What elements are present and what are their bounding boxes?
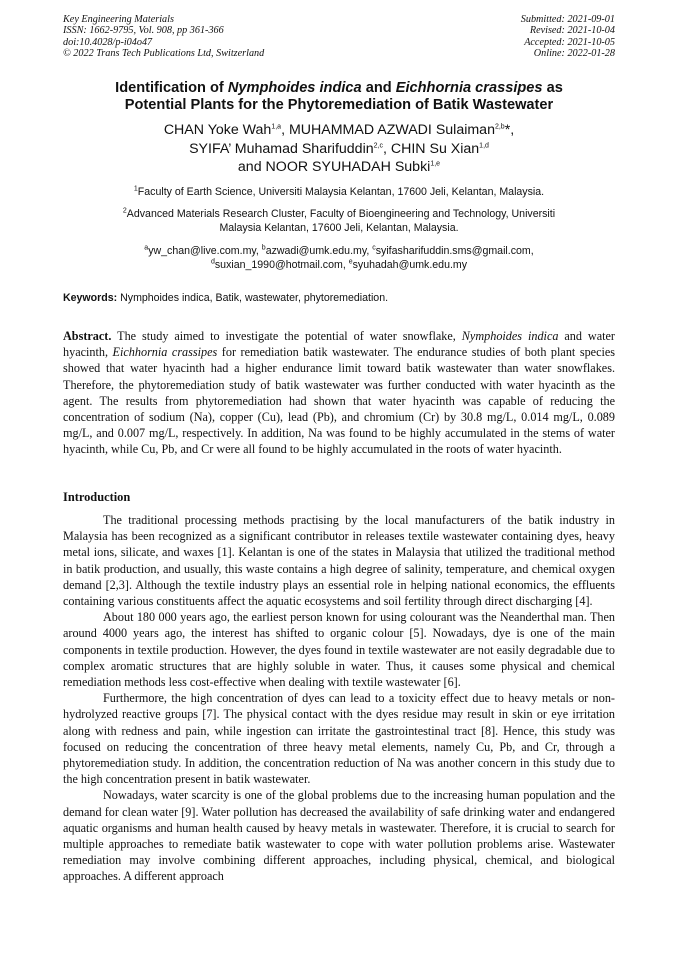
email-link[interactable]: yw_chan@live.com.my, — [148, 245, 262, 257]
issn: ISSN: 1662-9795, Vol. 908, pp 361-366 — [63, 25, 224, 37]
author-list: CHAN Yoke Wah$^{1,a}$, MUHAMMAD AZWADI Sulaiman$^{2,b}$*, SYIFA’ Muhamad Sharifuddin$^{2,c}$, CHIN Su Xian$^{1,d}$ and NOOR SYUHADAH Subki$^{1,e}$ — [163, 122, 515, 175]
species-name: Nymphoides indica — [227, 80, 362, 96]
submitted-date: Submitted: 2021-09-01 — [520, 14, 615, 25]
affiliation-2: $^2$Advanced Materials Research Cluster, Faculty of Bioengineering and Technology, Universiti Malaysia Kelantan, 17600 Jeli, Kelantan, Malaysia. — [122, 207, 556, 234]
abstract-label: Abstract. — [63, 329, 112, 343]
affiliation-1: $^1$Faculty of Earth Science, Universiti Malaysia Kelantan, 17600 Jeli, Kelantan, Malaysia. — [133, 185, 545, 198]
journal-name: Key Engineering Materials — [63, 14, 174, 25]
author-name: SYIFA’ Muhamad Sharifuddin — [189, 140, 374, 157]
keywords-label: Keywords: — [63, 292, 118, 304]
journal-info — [63, 14, 264, 59]
paragraph: The traditional processing methods practising by the local manufacturers of the batik industry in Malaysia has been recognized as a significant contributor in releases textile wastewater containing dyes, heavy metal ions, silicate, and waxes [1]. Kelantan is one of the states in Malaysia that utilized the traditional method in batik production, and usually, this waste contains a high degree of salinity, temperature, and chemical oxygen demand [2,3]. Although the textile industry plays an essential role in helping national economics, the effluents containing various constituents affect the aquatic ecosystems and soil fertility through direct discharging [4]. — [63, 513, 615, 609]
author-name: CHIN Su Xian — [390, 140, 480, 157]
species-name: Nymphoides indica — [461, 329, 559, 343]
author-name: NOOR SYUHADAH Subki — [265, 159, 431, 175]
author-name: CHAN Yoke Wah — [163, 122, 272, 138]
email-link[interactable]: azwadi@umk.edu.my, — [265, 245, 373, 257]
copyright: © 2022 Trans Tech Publications Ltd, Switzerland — [63, 47, 265, 59]
email-link[interactable]: syuhadah@umk.edu.my — [352, 258, 468, 271]
email-link[interactable]: syifasharifuddin.sms@gmail.com, — [375, 245, 534, 257]
title-line-1: Identification of Nymphoides indica and Eichhornia crassipes as — [115, 80, 563, 96]
online-date: Online: 2022-01-28 — [533, 47, 615, 59]
paragraph: Furthermore, the high concentration of dyes can lead to a toxicity effect due to heavy metals or non-hydrolyzed reactive groups [7]. The physical contact with the dyes residue may result in skin or eye irritation along with redness and pain, while ingestion can irritate the gastrointestinal tract [8]. Hence, this study was focused on reducing the concentration of three heavy metal elements, namely Cu, Pb, and Cr, through a phytoremediation study. In addition, the concentration reduction of Na was another concern in this study due to the high concentration present in batik wastewater. — [63, 691, 615, 787]
paragraph: Nowadays, water scarcity is one of the global problems due to the increasing human population and the demand for clean water [9]. Water pollution has decreased the availability of safe drinking water and endangered aquatic organisms and human health caused by heavy metals in wastewater. Therefore, it is crucial to search for multiple approaches to remediate batik wastewater to cope with water pollution problems arise. Wastewater remediation may involve combining different approaches, including physical, chemical, and biological approaches. A different approach — [63, 788, 615, 884]
section-heading: Introduction — [63, 490, 131, 504]
paragraph: About 180 000 years ago, the earliest person known for using colourant was the Neanderthal man. Then around 4000 years ago, the interest has shifted to organic colour [5]. Nowadays, dye is one of the main components in textile production. However, the dyes found in textile wastewater are not easily degradable due to complex aromatic structures that are highly soluble in water. Thus, it causes some physical and chemical remediation methods less cost-effective when dealing with textile wastewater [6]. — [63, 610, 615, 690]
title-line-2: Potential Plants for the Phytoremediation of Batik Wastewater — [124, 97, 554, 113]
email-link[interactable]: suxian_1990@hotmail.com, — [214, 258, 349, 271]
doi[interactable]: doi:10.4028/p-i04o47 — [63, 36, 153, 48]
author-name: MUHAMMAD AZWADI Sulaiman — [288, 122, 495, 138]
revised-date: Revised: 2021-10-04 — [529, 25, 615, 37]
keywords — [63, 292, 615, 304]
species-name: Eichhornia crassipes — [395, 80, 543, 96]
corresponding-mark: *, — [504, 122, 515, 138]
species-name: Eichhornia crassipes — [112, 345, 218, 360]
abstract: Abstract. The study aimed to investigate the potential of water snowflake, Nymphoides indica and water hyacinth, Eichhornia crassipes for remediation batik wastewater. The endurance studies of both plant species showed that water hyacinth had a higher endurance limit toward batik wastewater than water snowflakes. Therefore, the phytoremediation study of batik wastewater was further conducted with water hyacinth as the agent. The results from phytoremediation had shown that water hyacinth was capable of reducing the concentration of sodium (Na), copper (Cu), lead (Pb), and chromium (Cr) by 30.8 mg/L, 0.014 mg/L, 0.089 mg/L, and 0.007 mg/L, respectively. In addition, Na was found to be highly accumulated in the stems of water hyacinth, while Cu, Pb, and Cr were all found to be highly accumulated in the roots of water hyacinth. — [63, 329, 616, 457]
publication-dates — [521, 14, 615, 59]
keywords-text: Nymphoides indica, Batik, wastewater, phytoremediation. — [117, 292, 389, 304]
introduction-body — [63, 512, 615, 885]
paper-title — [40, 80, 638, 114]
email-list: $^a$yw_chan@live.com.my, $^b$azwadi@umk.edu.my, $^c$syifasharifuddin.sms@gmail.com, $^d$suxian_1990@hotmail.com, $^e$syuhadah@umk.edu.my — [144, 244, 534, 271]
accepted-date: Accepted: 2021-10-05 — [524, 36, 615, 48]
